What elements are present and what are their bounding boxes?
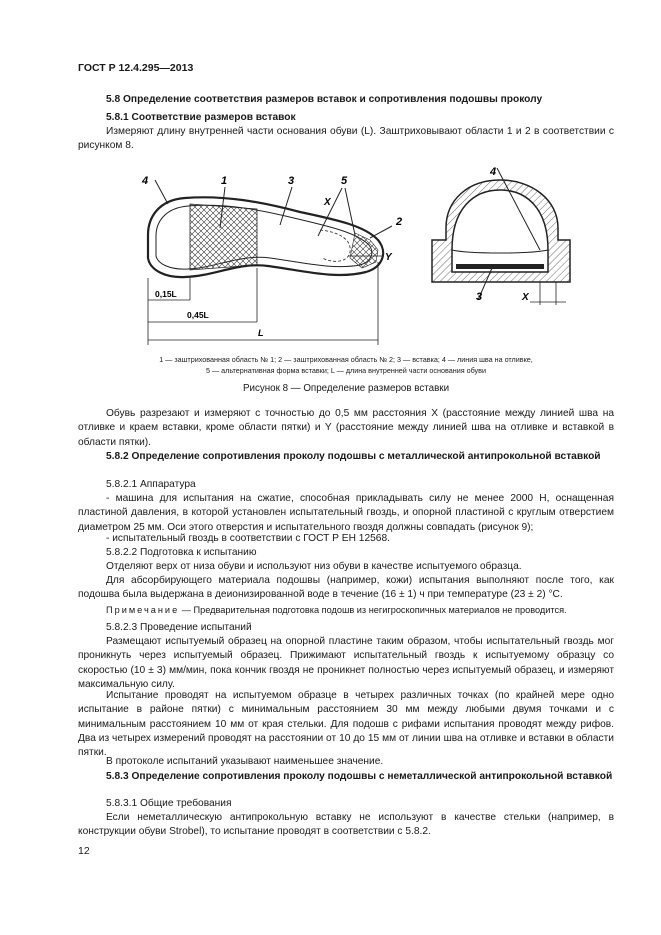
procedure-paragraph-2: Испытание проводят на испытуемом образце в четырех различных точках (по крайней мере одно испытание в районе пятки) с минимальным расстоянием 30 мм между любыми двумя точками и с минимальным расстоянием 10 мм от края стельки. Для подошв с рифами испытания проводят между рифов. Два из четырех измерений проводят на расстоянии от 10 до 15 мм от линии шва на отливке и вставки в области пятки.: [78, 690, 614, 759]
shoe-plan-view: [148, 180, 392, 345]
figure-title: Рисунок 8 — Определение размеров вставки: [242, 383, 450, 394]
section-5-8-1-heading: 5.8.1 Соответствие размеров вставок: [106, 112, 296, 123]
label-y: Y: [385, 252, 392, 263]
note-text: — Предварительная подготовка подошв из негигроскопичных материалов не проводится.: [179, 605, 567, 615]
alternative-insert-line: [320, 230, 350, 261]
section-5-8-3-heading: 5.8.3 Определение сопротивления проколу подошвы с неметаллической антипрокольной вставкой: [106, 771, 613, 782]
hatched-area-1: [190, 204, 257, 270]
section-5-8-2-1-heading: 5.8.2.1 Аппаратура: [106, 479, 196, 490]
section-5-8-1-text: Измеряют длину внутренней части основания обуви (L). Заштриховывают области 1 и 2 в соответствии с рисунком 8.: [78, 126, 614, 152]
document-id: ГОСТ Р 12.4.295—2013: [78, 62, 194, 74]
section-label-x: X: [522, 292, 529, 303]
preparation-paragraph-1: Отделяют верх от низа обуви и используют низ обуви в качестве испытуемого образца.: [106, 561, 522, 572]
label-4: 4: [142, 175, 149, 187]
page-number: 12: [78, 845, 90, 857]
section-5-8-2-2-heading: 5.8.2.2 Подготовка к испытанию: [106, 547, 257, 558]
label-5: 5: [341, 175, 348, 187]
label-1: 1: [221, 175, 228, 187]
section-5-8-2-heading: 5.8.2 Определение сопротивления проколу подошвы с металлической антипрокольной вставкой: [106, 451, 601, 462]
hatched-area-2: [350, 233, 378, 268]
dimension-l: L: [258, 328, 264, 338]
section-label-4: 4: [490, 166, 497, 178]
label-3: 3: [288, 175, 295, 187]
procedure-paragraph-1: Размещают испытуемый образец на опорной пластине таким образом, чтобы испытательный гвоздь мог проникнуть через испытуемый образец. Прижимают испытательный гвоздь к испытуемому образцу со скоростью (10 ± 3) мм/мин, пока кончик гвоздя не проникнет полностью через испытуемый образец, и измеряют максимальную силу.: [78, 636, 614, 690]
label-2: 2: [396, 216, 403, 228]
measurement-paragraph: Обувь разрезают и измеряют с точностью до 0,5 мм расстояния X (расстояние между линией шва на отливке и краем вставки, кроме области пятки) и Y (расстояние между линией шва на отливке и вставкой в области пятки).: [78, 408, 614, 448]
dimension-045l: 0,45L: [187, 310, 209, 320]
shoe-cross-section: [432, 168, 570, 305]
apparatus-item-1: - машина для испытания на сжатие, способная прикладывать силу не менее 2000 Н, оснащенная пластиной давления, в которой установлен испытательный гвоздь, и опорной пластиной с круглым отверстием диаметром 25 мм. Оси этого отверстия и испытательного гвоздя должны совпадать (рисунок 9);: [78, 493, 614, 533]
general-requirements-paragraph: Если неметаллическую антипрокольную вставку не используют в качестве стельки (например, в конструкции обуви Strobel), то испытание проводят в соответствии с 5.8.2.: [78, 812, 614, 838]
note-label: Примечание: [106, 605, 180, 615]
apparatus-item-2: - испытательный гвоздь в соответствии с ГОСТ Р ЕН 12568.: [106, 533, 390, 544]
section-5-8-2-3-heading: 5.8.2.3 Проведение испытаний: [106, 622, 252, 633]
procedure-paragraph-3: В протоколе испытаний указывают наименьшее значение.: [106, 756, 384, 767]
preparation-paragraph-2: Для абсорбирующего материала подошвы (например, кожи) испытания выполняют после того, как подошва была выдержана в деионизированной воде в течение (16 ± 1) ч при температуре (23 ± 2) °С.: [78, 575, 614, 601]
figure-legend-line-2: 5 — альтернативная форма вставки; L — длина внутренней части основания обуви: [206, 366, 486, 375]
section-label-3: 3: [476, 291, 483, 303]
seam-line: [156, 205, 372, 269]
section-5-8-heading: 5.8 Определение соответствия размеров вставок и сопротивления подошвы проколу: [106, 94, 543, 105]
figure-legend-line-1: 1 — заштрихованная область № 1; 2 — заштрихованная область № 2; 3 — вставка; 4 — линия шва на отливке,: [159, 355, 533, 364]
shoe-outer-outline: [148, 197, 383, 277]
note: [78, 603, 614, 617]
dimension-015l: 0,15L: [155, 289, 177, 299]
label-x: X: [324, 197, 331, 208]
figure-8-drawing: [0, 0, 661, 400]
section-5-8-3-1-heading: 5.8.3.1 Общие требования: [106, 798, 232, 809]
